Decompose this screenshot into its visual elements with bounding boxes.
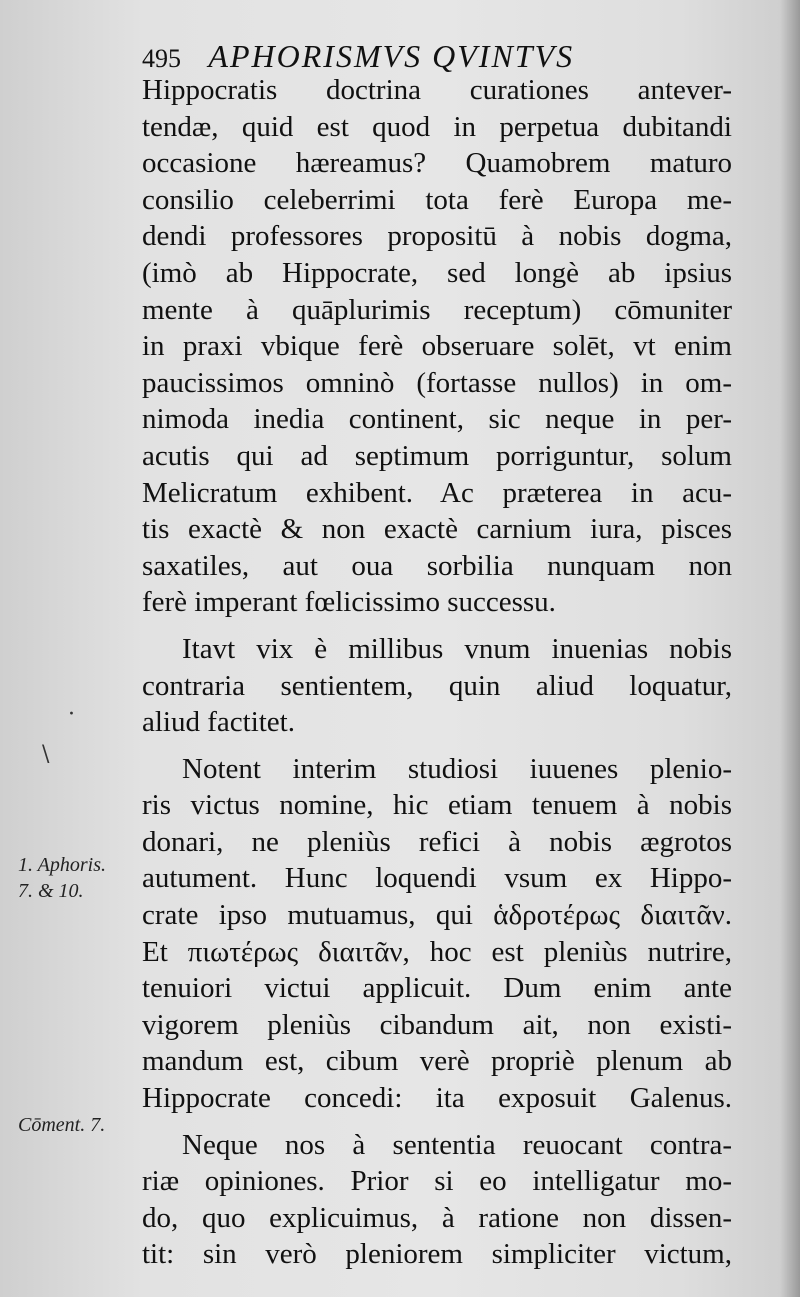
margin-note-line: Cōment. 7.: [18, 1114, 106, 1136]
text-line: tendæ, quid est quod in perpetua dubitandi: [142, 110, 732, 143]
text-line: tenuiori victui applicuit. Dum enim ante: [142, 972, 732, 1005]
text-line: contraria sentientem, quin aliud loquatur,: [142, 669, 732, 702]
text-line: Hippocrate concedi: ita exposuit Galenus.: [142, 1082, 732, 1115]
text-line: Melicratum exhibent. Ac præterea in acu-: [142, 476, 732, 509]
page-edge-shadow: [780, 0, 800, 1297]
text-line: ris victus nomine, hic etiam tenuem à nobis: [142, 789, 732, 822]
text-line: tit: sin verò pleniorem simpliciter victum,: [142, 1238, 732, 1271]
text-line: occasione hæreamus? Quamobrem maturo: [142, 147, 732, 180]
text-line: vigorem pleniùs cibandum ait, non existi-: [142, 1008, 732, 1041]
text-line: paucissimos omninò (fortasse nullos) in om-: [142, 366, 732, 399]
text-line: do, quo explicuimus, à ratione non dissen-: [142, 1201, 732, 1234]
text-line: mente à quāplurimis receptum) cōmuniter: [142, 293, 732, 326]
text-line: consilio celeberrimi tota ferè Europa me-: [142, 183, 732, 216]
margin-note-commentary-reference: [18, 1112, 105, 1138]
text-line: ferè imperant fœlicissimo successu.: [142, 586, 556, 619]
text-line: dendi professores propositū à nobis dogma,: [142, 220, 732, 253]
margin-note-line: 7. & 10.: [18, 880, 84, 902]
text-line: acutis qui ad septimum porriguntur, solum: [142, 439, 732, 472]
margin-dot-mark: ·: [68, 702, 75, 727]
text-line: in praxi vbique ferè obseruare solēt, vt enim: [142, 330, 732, 363]
body-text: [142, 72, 732, 1273]
text-line: mandum est, cibum verè propriè plenum ab: [142, 1045, 732, 1078]
text-line: Neque nos à sententia reuocant contra-: [182, 1128, 732, 1161]
text-line: Itavt vix è millibus vnum inuenias nobis: [182, 632, 732, 665]
text-line: Hippocratis doctrina curationes antever-: [142, 74, 732, 106]
text-line: (imò ab Hippocrate, sed longè ab ipsius: [142, 256, 732, 289]
text-line: riæ opiniones. Prior si eo intelligatur mo-: [142, 1165, 732, 1198]
text-line: aliud factitet.: [142, 706, 295, 739]
text-line: tis exactè & non exactè carnium iura, pisces: [142, 513, 732, 546]
text-line: Et πιωτέρως διαιτᾶν, hoc est pleniùs nutrire,: [142, 935, 732, 968]
text-line: saxatiles, aut oua sorbilia nunquam non: [142, 549, 732, 582]
margin-stroke-mark: \: [42, 742, 50, 767]
margin-note-aphorism-reference: [18, 852, 106, 904]
text-line: autument. Hunc loquendi vsum ex Hippo-: [142, 862, 732, 895]
running-header: [142, 38, 742, 75]
text-line: donari, ne pleniùs refici à nobis ægrotos: [142, 825, 732, 858]
page-number: 495: [142, 44, 181, 73]
text-line: crate ipso mutuamus, qui ἁδροτέρως διαιτᾶν.: [142, 899, 732, 932]
margin-note-line: 1. Aphoris.: [18, 854, 106, 876]
text-line: nimoda inedia continent, sic neque in per-: [142, 403, 732, 436]
running-title: APHORISMVS QVINTVS: [208, 38, 575, 74]
text-line: Notent interim studiosi iuuenes plenio-: [182, 752, 732, 785]
